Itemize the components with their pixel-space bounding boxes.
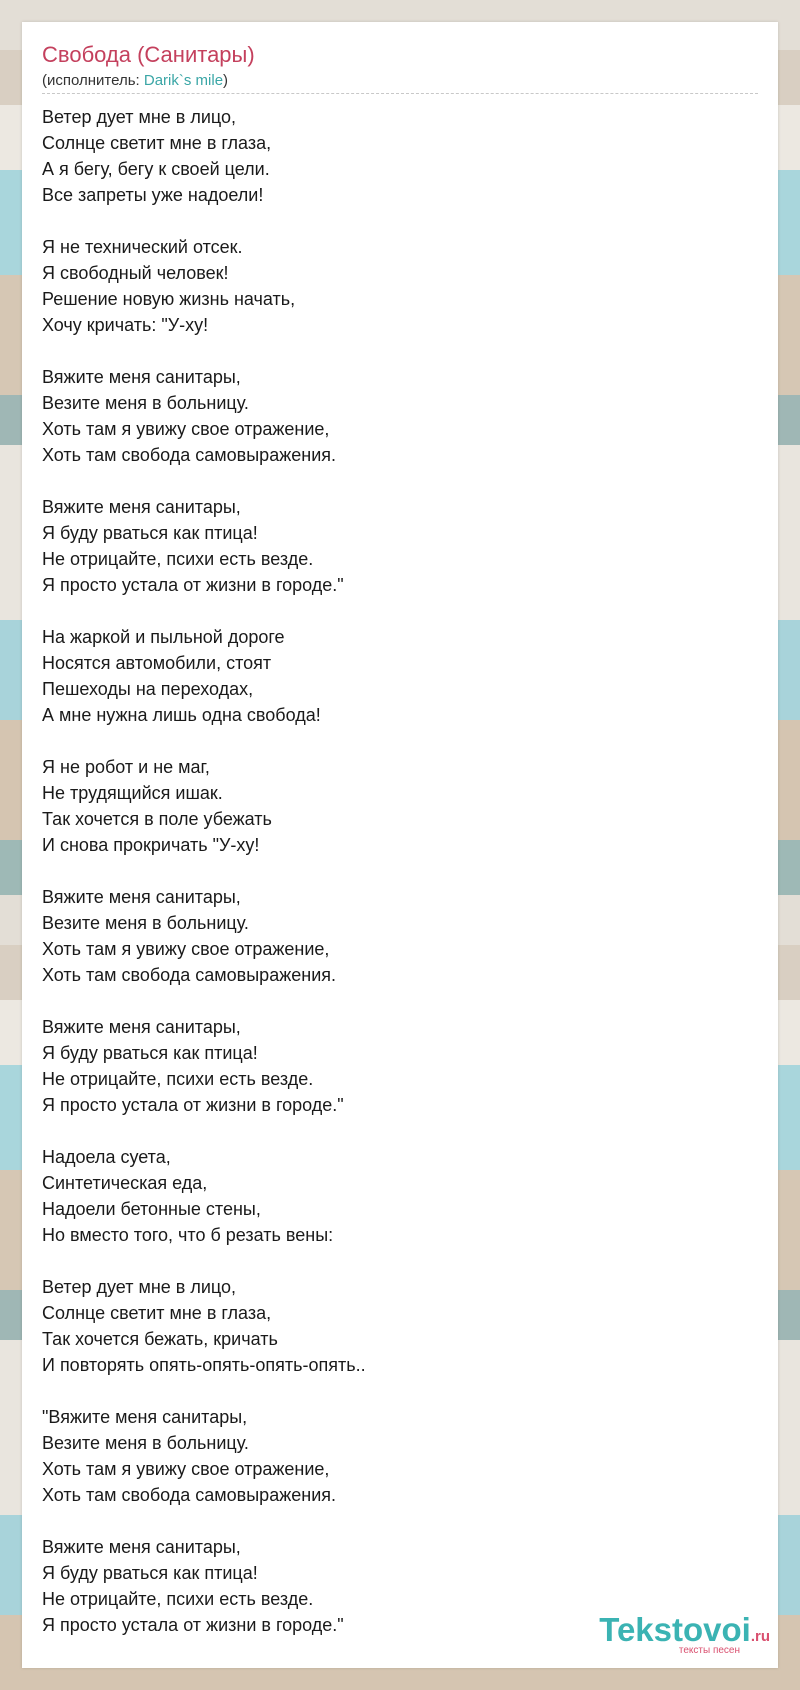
lyrics-stanza (42, 1404, 742, 1508)
lyrics-line: Так хочется бежать, кричать (42, 1329, 278, 1349)
lyrics-line: Я не технический отсек. (42, 237, 243, 257)
lyrics-line: Вяжите меня санитары, (42, 367, 241, 387)
song-title: Свобода (Санитары) (42, 42, 255, 67)
lyrics-line: Ветер дует мне в лицо, (42, 1277, 237, 1297)
lyrics-stanza (42, 364, 742, 468)
lyrics-line: Я свободный человек! (42, 263, 229, 283)
lyrics-line: Я не робот и не маг, (42, 757, 210, 777)
lyrics-line: Вяжите меня санитары, (42, 1017, 241, 1037)
lyrics-line: Надоели бетонные стены, (42, 1199, 261, 1219)
lyrics-stanza (42, 1144, 742, 1248)
lyrics-line: На жаркой и пыльной дороге (42, 627, 285, 647)
artist-suffix: ) (223, 72, 229, 89)
lyrics-line: Не отрицайте, психи есть везде. (42, 1069, 314, 1089)
lyrics-line: Я просто устала от жизни в городе." (42, 1615, 344, 1635)
lyrics-line: Не отрицайте, психи есть везде. (42, 549, 314, 569)
lyrics-stanza (42, 104, 742, 208)
lyrics-stanza (42, 1274, 742, 1378)
lyrics-stanza (42, 494, 742, 598)
lyrics-line: Не отрицайте, психи есть везде. (42, 1589, 314, 1609)
lyrics-stanza (42, 234, 742, 338)
lyrics-line: Везите меня в больницу. (42, 1433, 249, 1453)
lyrics-line: Но вместо того, что б резать вены: (42, 1225, 334, 1245)
artist-prefix: (исполнитель: (42, 72, 144, 89)
lyrics-line: Везите меня в больницу. (42, 393, 249, 413)
lyrics-line: Вяжите меня санитары, (42, 887, 241, 907)
title-divider (42, 93, 758, 94)
lyrics-stanza (42, 624, 742, 728)
lyrics-line: Вяжите меня санитары, (42, 1537, 241, 1557)
lyrics-line: Ветер дует мне в лицо, (42, 107, 237, 127)
lyrics-line: Солнце светит мне в глаза, (42, 1303, 272, 1323)
lyrics-line: И снова прокричать "У-ху! (42, 835, 260, 855)
lyrics-line: Везите меня в больницу. (42, 913, 249, 933)
lyrics-line: Все запреты уже надоели! (42, 185, 264, 205)
lyrics-line: Я просто устала от жизни в городе." (42, 575, 344, 595)
lyrics-line: Я буду рваться как птица! (42, 1563, 258, 1583)
lyrics-card (22, 22, 778, 1668)
logo-tld: .ru (750, 1628, 770, 1645)
lyrics-line: Хоть там свобода самовыражения. (42, 445, 336, 465)
lyrics-line: Хочу кричать: "У-ху! (42, 315, 209, 335)
lyrics-line: Хоть там я увижу свое отражение, (42, 1459, 330, 1479)
lyrics-line: Синтетическая еда, (42, 1173, 208, 1193)
lyrics-line: Я просто устала от жизни в городе." (42, 1095, 344, 1115)
lyrics-line: Так хочется в поле убежать (42, 809, 272, 829)
lyrics-line: Хоть там я увижу свое отражение, (42, 419, 330, 439)
lyrics-line: Я буду рваться как птица! (42, 1043, 258, 1063)
lyrics-line: Хоть там я увижу свое отражение, (42, 939, 330, 959)
lyrics-line: Пешеходы на переходах, (42, 679, 254, 699)
lyrics-body (42, 104, 742, 1664)
lyrics-line: Солнце светит мне в глаза, (42, 133, 272, 153)
lyrics-line: И повторять опять-опять-опять-опять.. (42, 1355, 366, 1375)
lyrics-line: Носятся автомобили, стоят (42, 653, 272, 673)
lyrics-line: Вяжите меня санитары, (42, 497, 241, 517)
lyrics-line: "Вяжите меня санитары, (42, 1407, 248, 1427)
lyrics-line: Решение новую жизнь начать, (42, 289, 296, 309)
lyrics-line: Я буду рваться как птица! (42, 523, 258, 543)
logo-name: Tekstovoi (599, 1611, 751, 1648)
lyrics-line: А я бегу, бегу к своей цели. (42, 159, 270, 179)
artist-link[interactable]: Darik`s mile (143, 72, 224, 89)
lyrics-stanza (42, 884, 742, 988)
site-logo[interactable] (599, 1613, 770, 1656)
lyrics-stanza (42, 754, 742, 858)
lyrics-line: Не трудящийся ишак. (42, 783, 223, 803)
logo-wordmark (599, 1613, 770, 1646)
lyrics-line: Надоела суета, (42, 1147, 171, 1167)
lyrics-line: Хоть там свобода самовыражения. (42, 965, 336, 985)
lyrics-line: А мне нужна лишь одна свобода! (42, 705, 321, 725)
lyrics-stanza (42, 1014, 742, 1118)
lyrics-line: Хоть там свобода самовыражения. (42, 1485, 336, 1505)
logo-tagline: тексты песен (678, 1645, 740, 1656)
artist-line (42, 72, 228, 90)
